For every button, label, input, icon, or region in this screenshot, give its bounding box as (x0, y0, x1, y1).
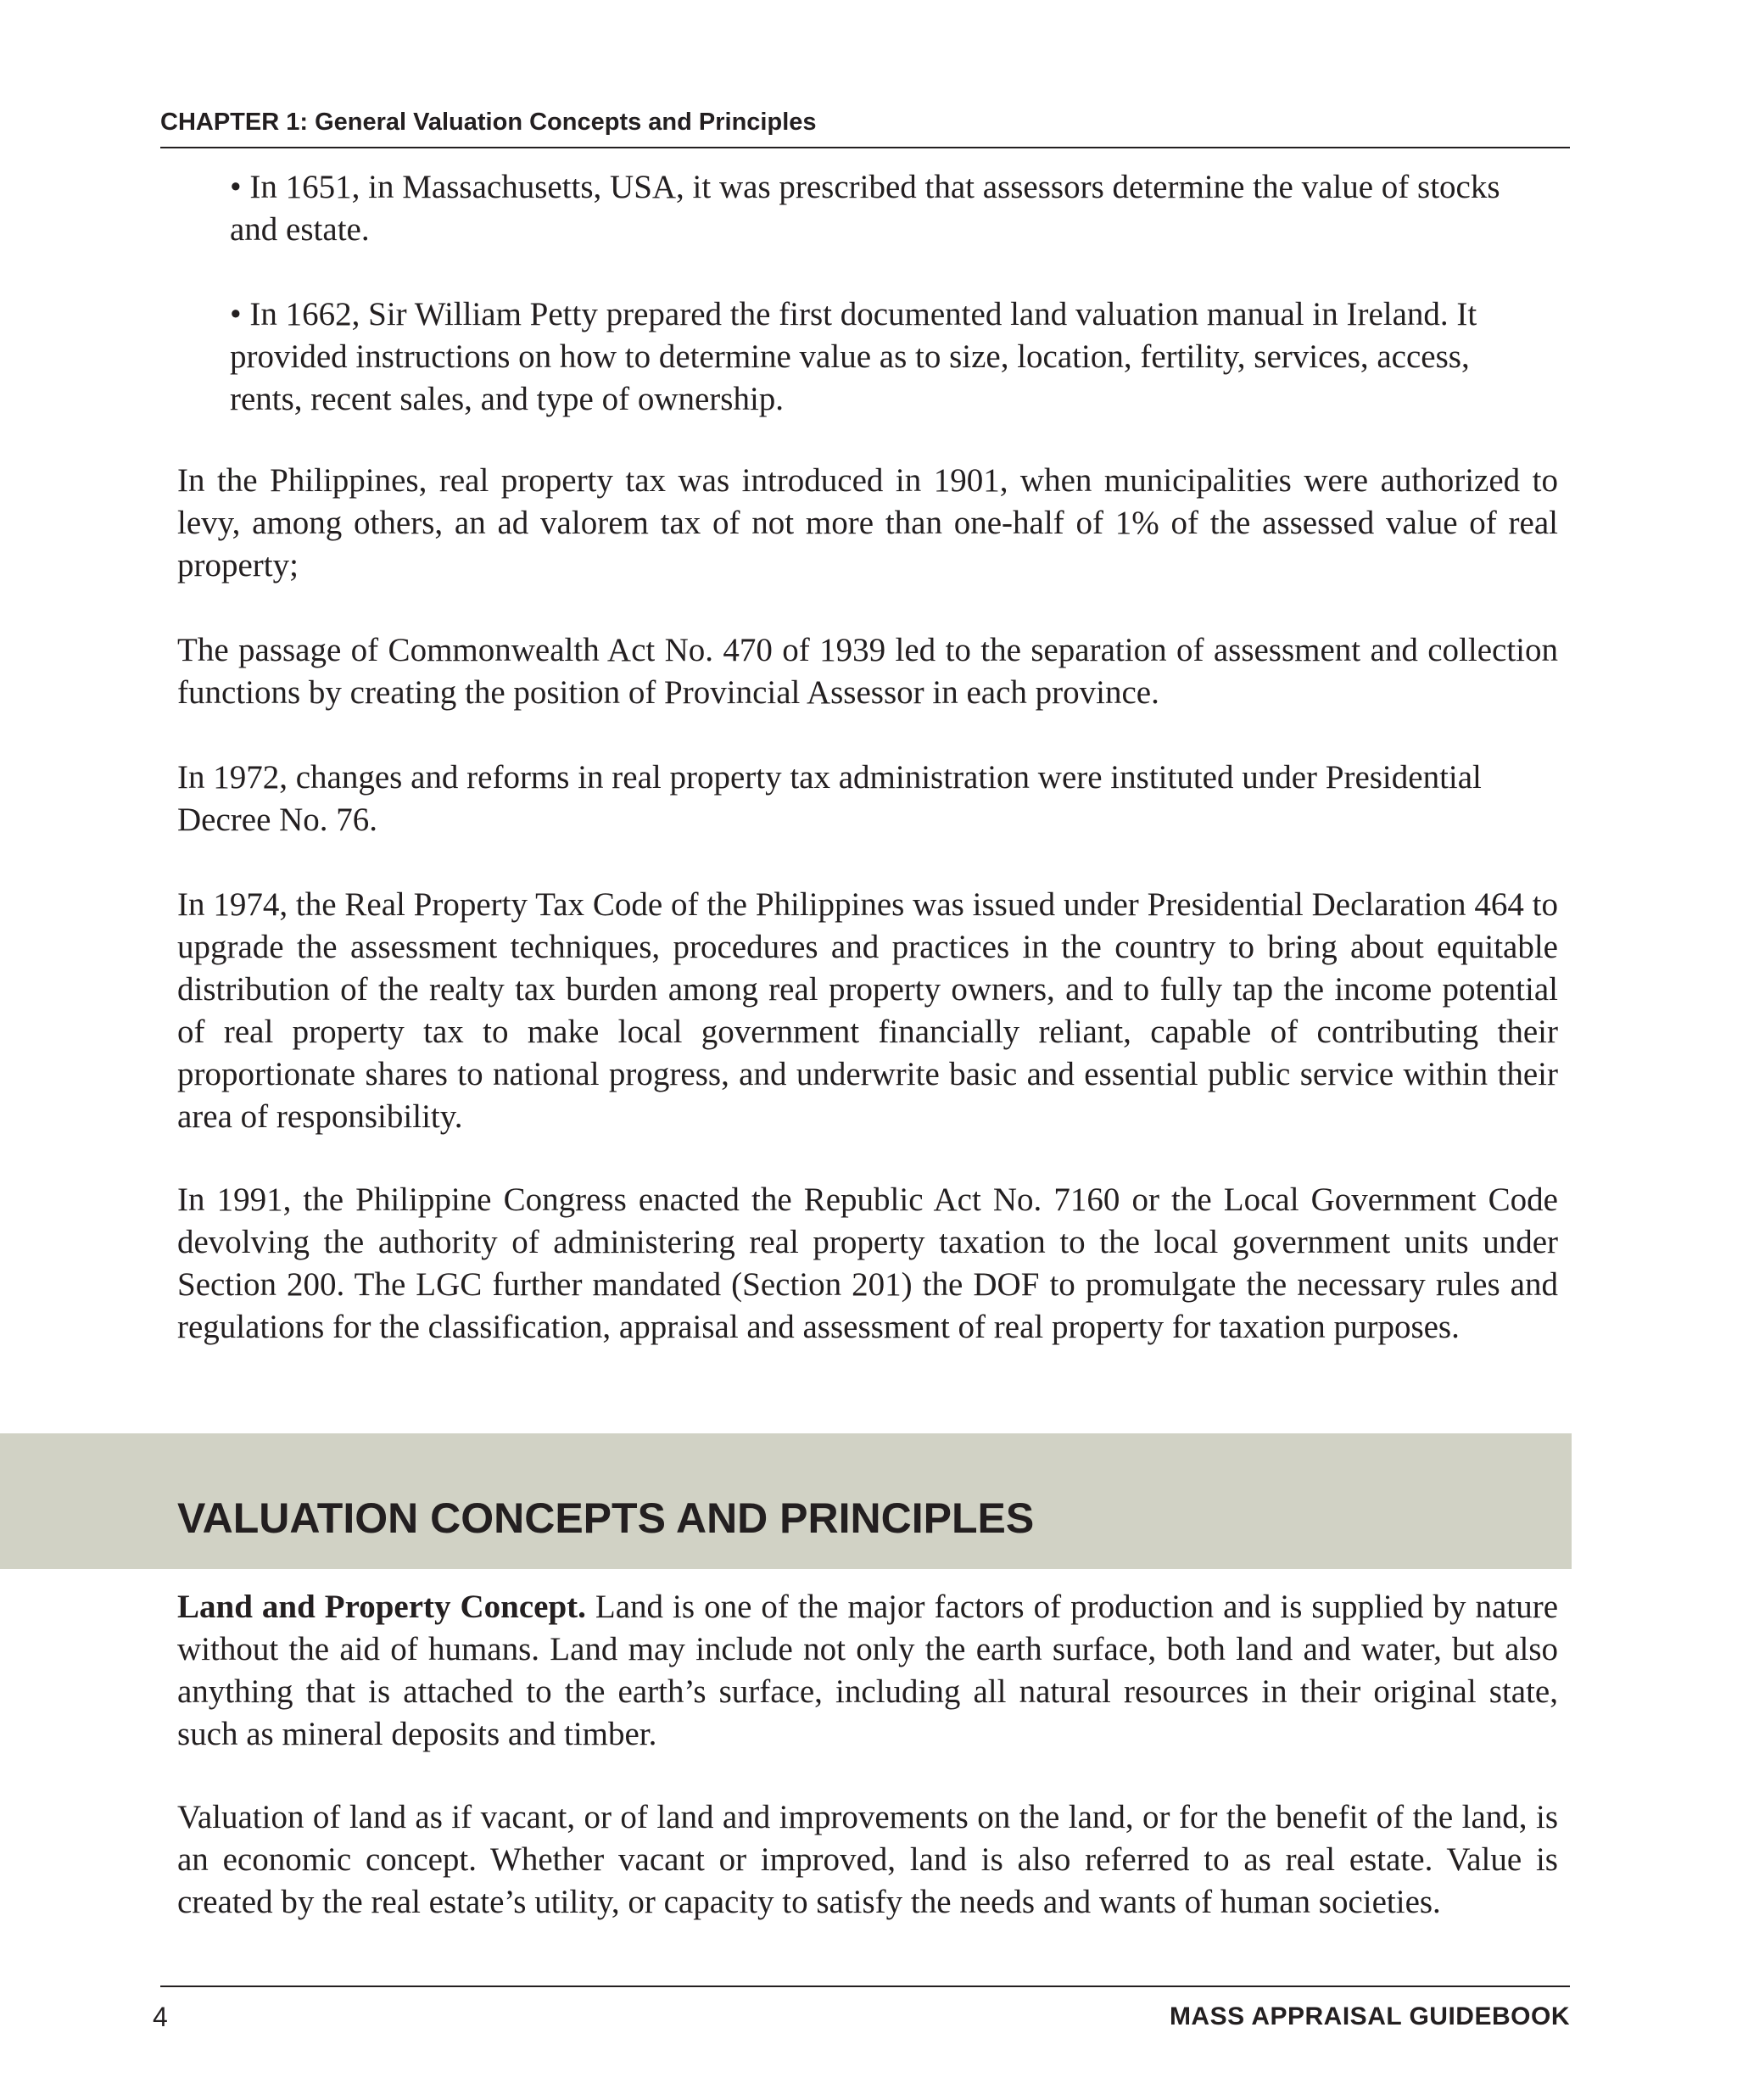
header-rule (160, 147, 1570, 148)
paragraph-1972: In 1972, changes and reforms in real property tax administration were instituted under Presidential Decree No. 76. (177, 759, 1482, 838)
lead-text: Land is one of the major factors of production and is supplied by nature without the aid of humans. Land may include not only the earth surface, both land and water, but also anything that is attached to the earth’s surface, including all natural resources in their original state, such as mineral deposits and timber. (177, 1589, 1559, 1752)
paragraph-land-property-concept (177, 1586, 1558, 1756)
paragraph-valuation-of-land: Valuation of land as if vacant, or of land and improvements on the land, or for the benefit of the land, is an economic concept. Whether vacant or improved, land is also referred to as real estate. Value is created by the real estate’s utility, or capacity to satisfy the needs and wants of human societies. (177, 1799, 1558, 1920)
paragraph-1939: The passage of Commonwealth Act No. 470 of 1939 led to the separation of assessment and collection functions by creating the position of Provincial Assessor in each province. (177, 632, 1558, 711)
footer-rule (160, 1986, 1570, 1987)
running-header: CHAPTER 1: General Valuation Concepts and Principles (160, 109, 817, 136)
bullet-item-1651: • In 1651, in Massachusetts, USA, it was prescribed that assessors determine the value of stocks and estate. (230, 169, 1500, 248)
page-number: 4 (153, 2002, 168, 2032)
paragraph-1901: In the Philippines, real property tax was introduced in 1901, when municipalities were authorized to levy, among others, an ad valorem tax of not more than one-half of 1% of the assessed value of real property; (177, 462, 1558, 584)
section-heading: VALUATION CONCEPTS AND PRINCIPLES (177, 1494, 1035, 1542)
bullet-item-1662: • In 1662, Sir William Petty prepared the first documented land valuation manual in Ireland. It provided instructions on how to determine value as to size, location, fertility, services, access, rents, recent sales, and type of ownership. (230, 296, 1477, 417)
paragraph-1991: In 1991, the Philippine Congress enacted the Republic Act No. 7160 or the Local Government Code devolving the authority of administering real property taxation to the local government units under Section 200. The LGC further mandated (Section 201) the DOF to promulgate the necessary rules and regulations for the classification, appraisal and assessment of real property for taxation purposes. (177, 1181, 1558, 1345)
running-footer: MASS APPRAISAL GUIDEBOOK (1169, 2002, 1570, 2030)
paragraph-1974: In 1974, the Real Property Tax Code of the Philippines was issued under Presidential Declaration 464 to upgrade the assessment techniques, procedures and practices in the country to bring about equitable distribution of the realty tax burden among real property owners, and to fully tap the income potential of real property tax to make local government financially reliant, capable of contributing their proportionate shares to national progress, and underwrite basic and essential public service within their area of responsibility. (177, 886, 1558, 1135)
lead-term: Land and Property Concept. (177, 1589, 586, 1625)
